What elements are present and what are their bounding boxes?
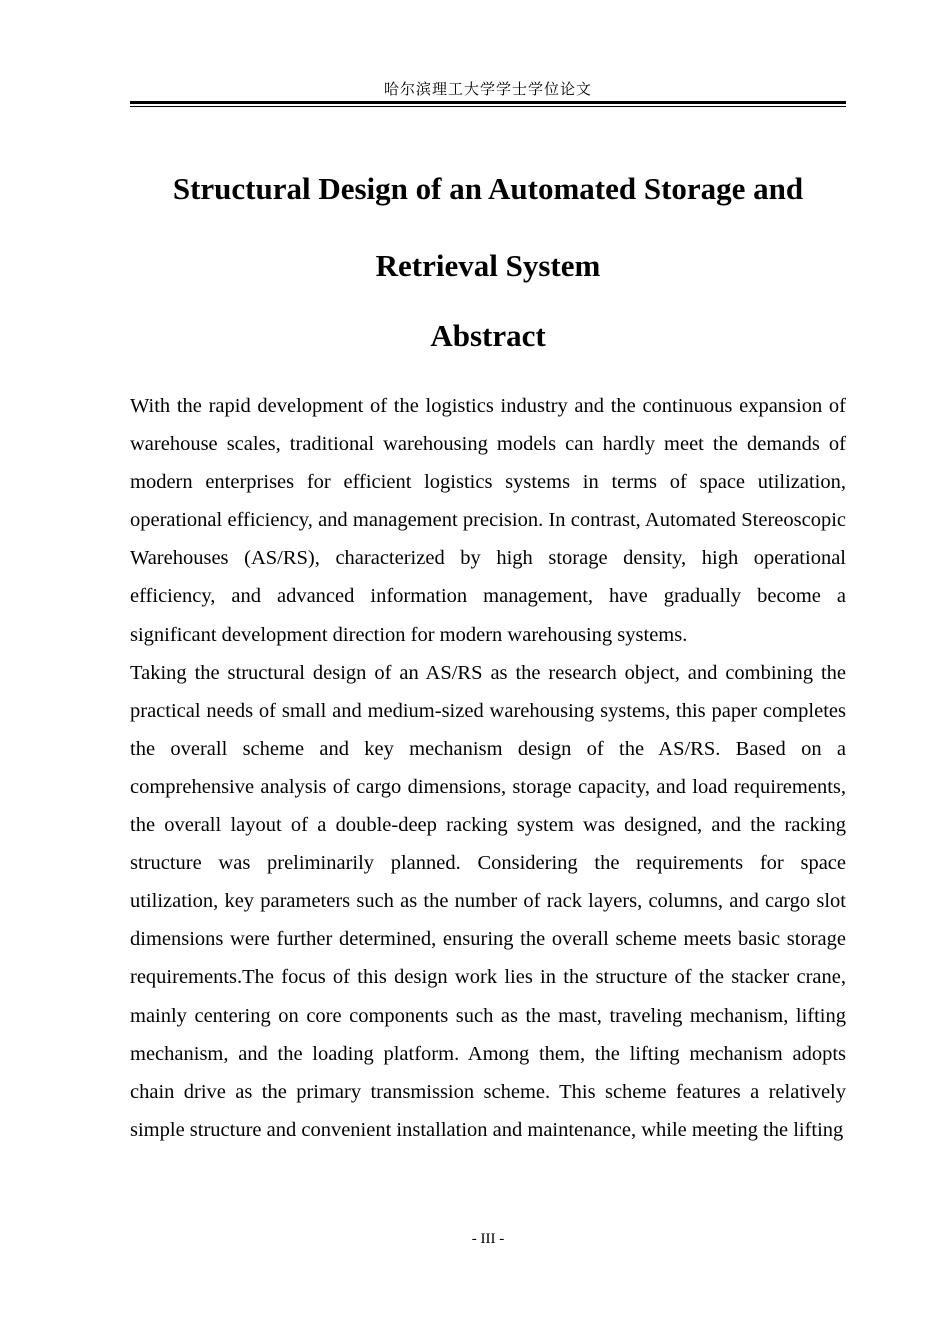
paper-title-line-2: Retrieval System [375, 248, 601, 283]
abstract-heading: Abstract [430, 318, 546, 353]
paper-title-line-1: Structural Design of an Automated Storage and [172, 171, 804, 206]
abstract-paragraph-1: With the rapid development of the logistics industry and the continuous expansion of warehouse scales, traditional warehousing models can hardly meet the demands of modern enterprises for efficient logistics systems in terms of space utilization, operational efficiency, and management precision. In contrast, Automated Stereoscopic Warehouses (AS/RS), characterized by high storage density, high operational efficiency, and advanced information management, have gradually become a significant development direction for modern warehousing systems. [130, 395, 846, 646]
header-rule-thick [130, 101, 846, 104]
paper-title [130, 150, 846, 304]
header-rule-thin [130, 106, 846, 107]
page-number: - III - [471, 1231, 505, 1247]
abstract-body [130, 387, 846, 1149]
running-header: 哈尔滨理工大学学士学位论文 [383, 80, 592, 98]
abstract-paragraph-2: Taking the structural design of an AS/RS as the research object, and combining the practical needs of small and medium-sized warehousing systems, this paper completes the overall scheme and key mechanism design of the AS/RS. Based on a comprehensive analysis of cargo dimensions, storage capacity, and load requirements, the overall layout of a double-deep racking system was designed, and the racking structure was preliminarily planned. Considering the requirements for space utilization, key parameters such as the number of rack layers, columns, and cargo slot dimensions were further determined, ensuring the overall scheme meets basic storage requirements.The focus of this design work lies in the structure of the stacker crane, mainly centering on core components such as the mast, traveling mechanism, lifting mechanism, and the loading platform. Among them, the lifting mechanism adopts chain drive as the primary transmission scheme. This scheme features a relatively simple structure and convenient installation and maintenance, while meeting the lifting [130, 661, 846, 1141]
